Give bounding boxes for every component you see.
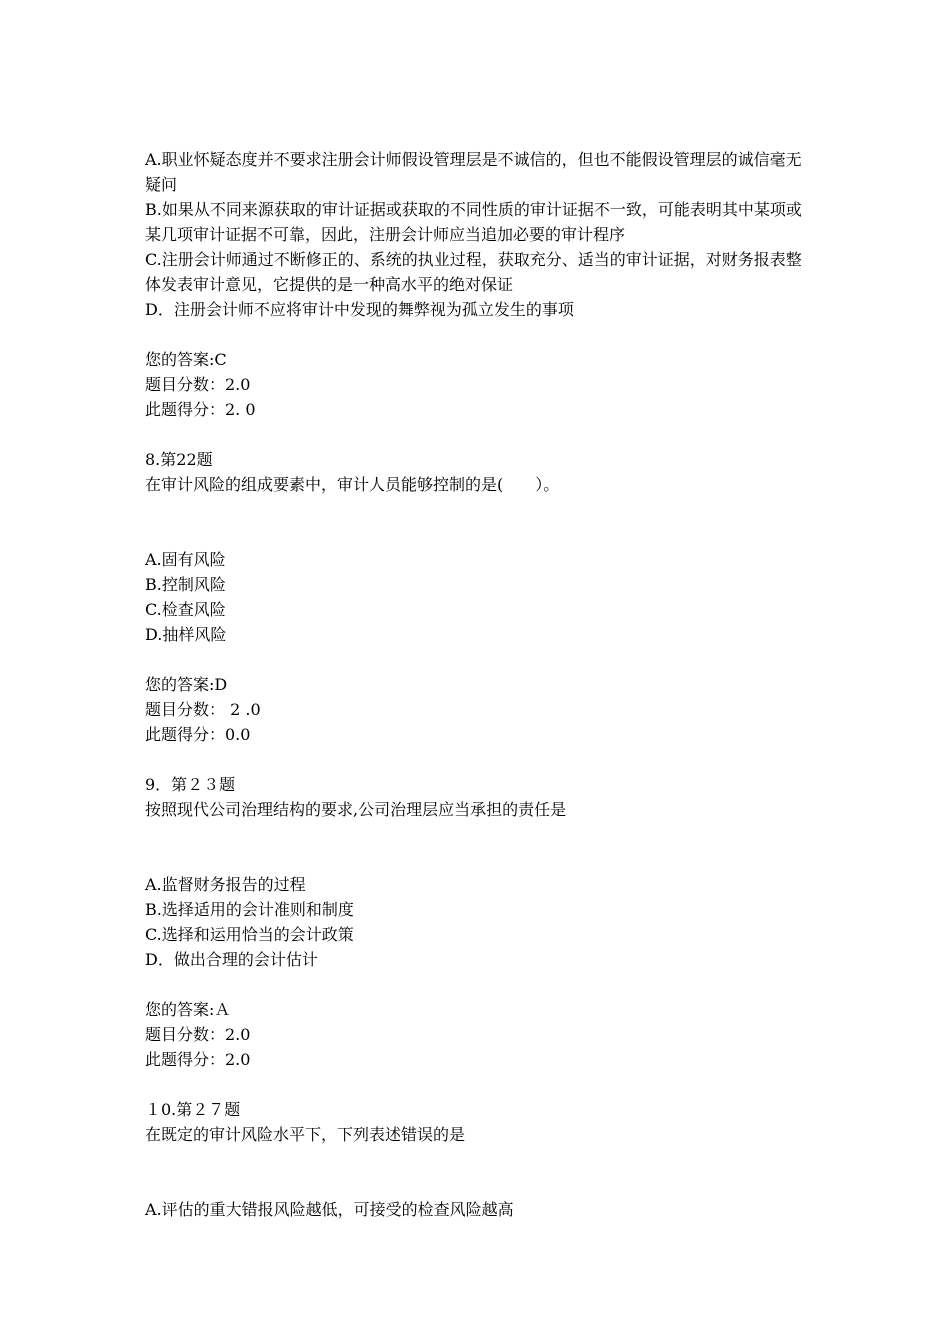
q8-stem: 在审计风险的组成要素中，审计人员能够控制的是( ）。 (145, 475, 560, 494)
q8-option-c: C.检查风险 (145, 600, 226, 619)
q10-header: １0.第２７题 (145, 1100, 241, 1119)
q9-option-a: A.监督财务报告的过程 (145, 875, 306, 894)
q9-points: 题目分数：2.0 (145, 1025, 251, 1044)
q7-option-d: D．注册会计师不应将审计中发现的舞弊视为孤立发生的事项 (145, 300, 574, 319)
q8-option-a: A.固有风险 (145, 550, 226, 569)
q7-answer: 您的答案:C (145, 350, 227, 369)
document-page (145, 147, 815, 1222)
q8-score: 此题得分：0.0 (145, 725, 251, 744)
q9-answer: 您的答案:Ａ (145, 1000, 231, 1019)
q8-option-b: B.控制风险 (145, 575, 226, 594)
q7-points: 题目分数：2.0 (145, 375, 251, 394)
q9-option-c: C.选择和运用恰当的会计政策 (145, 925, 354, 944)
q9-header: 9．第２３题 (145, 775, 236, 794)
q10-stem: 在既定的审计风险水平下，下列表述错误的是 (145, 1125, 466, 1144)
q7-option-b: B.如果从不同来源获取的审计证据或获取的不同性质的审计证据不一致，可能表明其中某项或某几项审计证据不可靠，因此，注册会计师应当追加必要的审计程序 (145, 200, 802, 244)
q10-option-a: A.评估的重大错报风险越低，可接受的检查风险越高 (145, 1200, 514, 1219)
q8-header: 8.第22题 (145, 450, 213, 469)
q7-option-c: C.注册会计师通过不断修正的、系统的执业过程，获取充分、适当的审计证据，对财务报表整体发表审计意见，它提供的是一种高水平的绝对保证 (145, 250, 802, 294)
q9-option-d: D．做出合理的会计估计 (145, 950, 318, 969)
q8-option-d: D.抽样风险 (145, 625, 227, 644)
q9-score: 此题得分：2.0 (145, 1050, 251, 1069)
q9-option-b: B.选择适用的会计准则和制度 (145, 900, 354, 919)
q8-points: 题目分数： 2 .0 (145, 700, 261, 719)
q7-option-a: A.职业怀疑态度并不要求注册会计师假设管理层是不诚信的，但也不能假设管理层的诚信毫无疑问 (145, 150, 802, 194)
q9-stem: 按照现代公司治理结构的要求,公司治理层应当承担的责任是 (145, 800, 567, 819)
q7-score: 此题得分：2. 0 (145, 400, 256, 419)
q8-answer: 您的答案:D (145, 675, 228, 694)
